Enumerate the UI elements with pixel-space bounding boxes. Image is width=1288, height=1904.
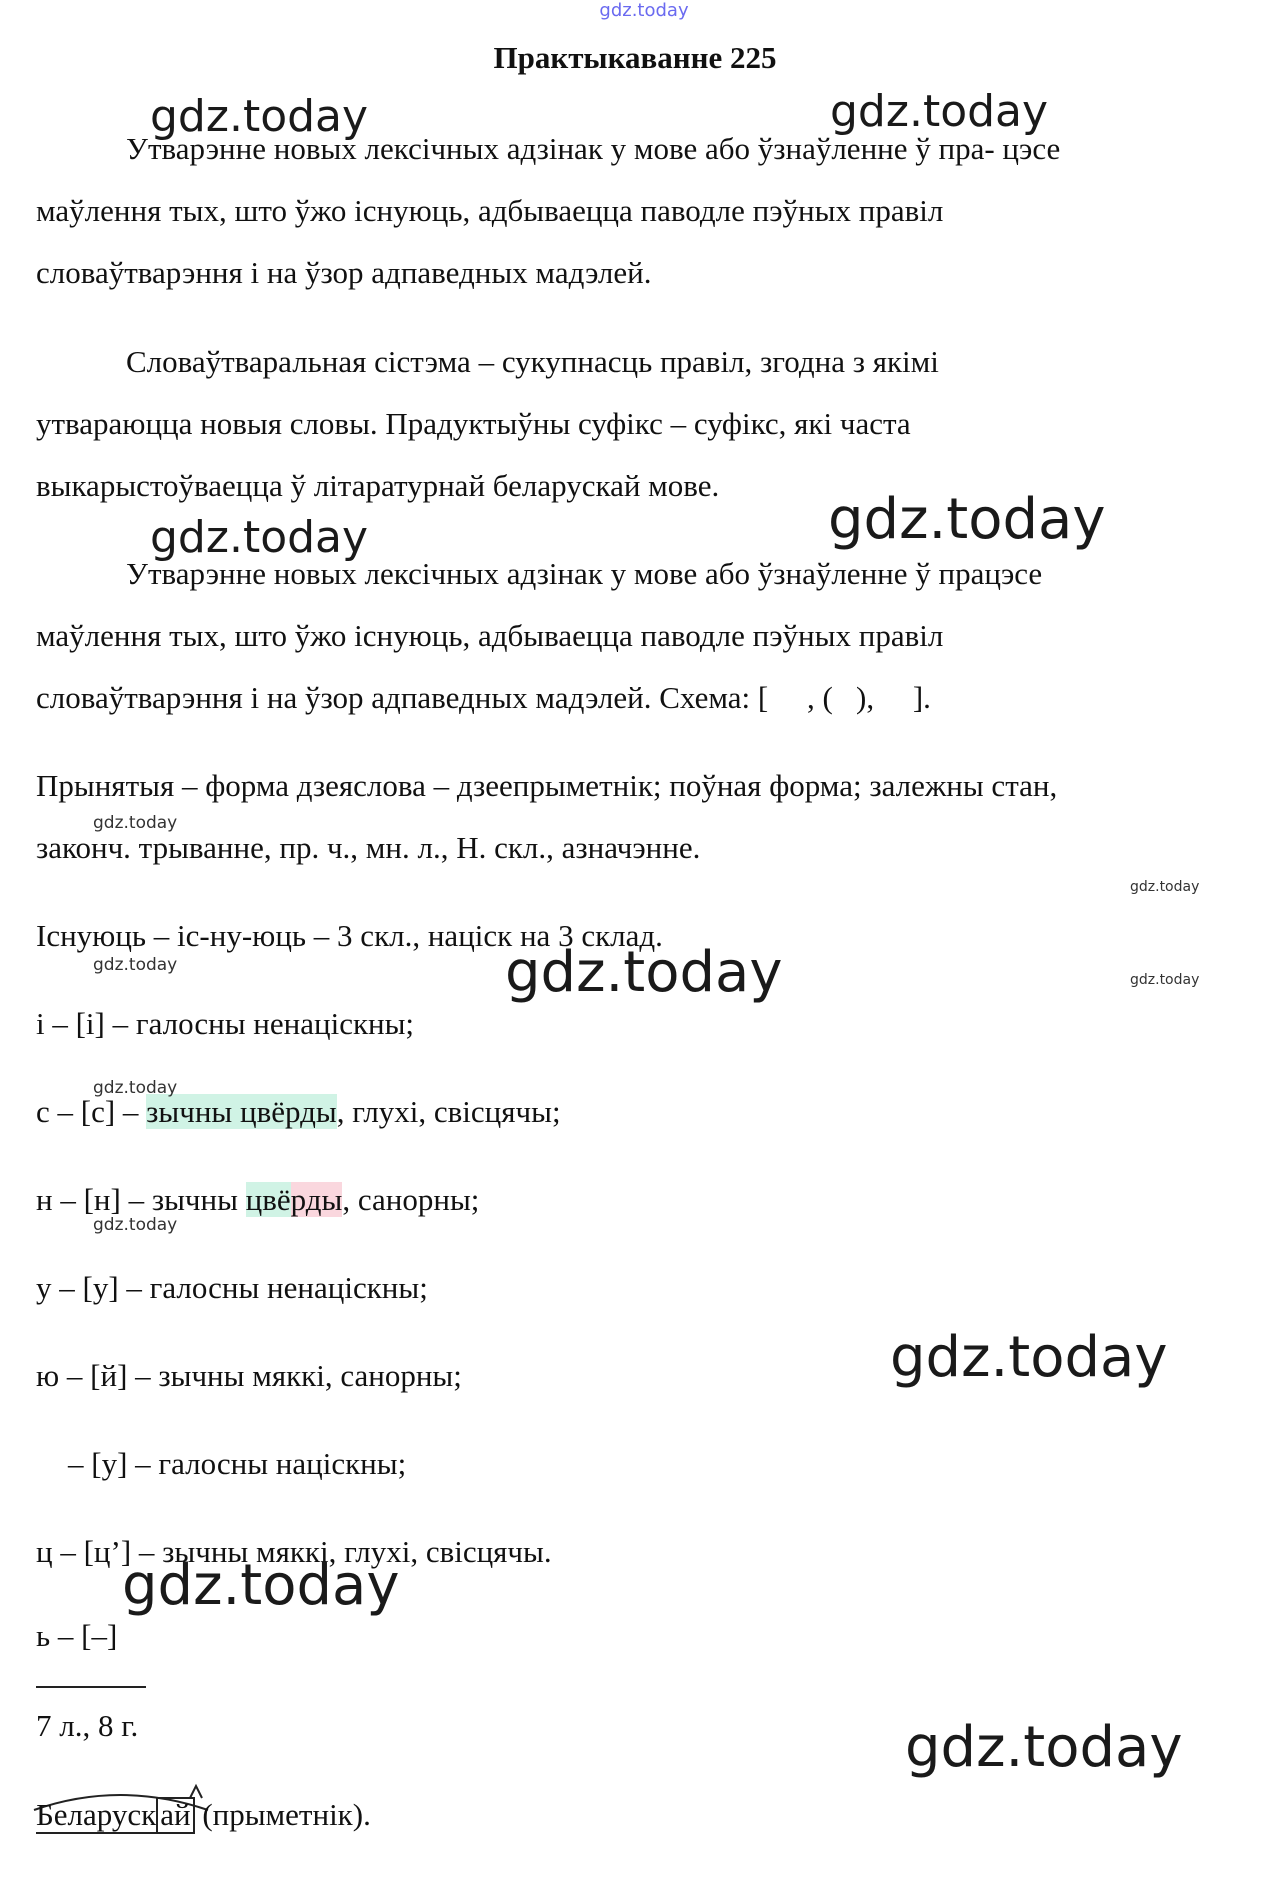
paragraph3-line2: маўлення тых, што ўжо існуюць, адбываецца паводле пэўных правіл bbox=[36, 618, 944, 653]
page-title: Практыкаванне 225 bbox=[493, 40, 777, 75]
watermark: gdz.today bbox=[93, 955, 178, 975]
watermark: gdz.today bbox=[890, 1325, 1168, 1390]
phonetic-ts: ц – [ц’] – зычны мяккі, глухі, свісцячы. bbox=[36, 1534, 552, 1569]
watermark: gdz.today bbox=[93, 1078, 178, 1098]
phonetic-yu2: – [у] – галосны націскны; bbox=[68, 1446, 407, 1481]
paragraph1-line1: Утварэнне новых лексічных адзінак у мове або ўзнаўленне ў пра- цэсе bbox=[126, 131, 1061, 166]
paragraph2-line1: Словаўтваральная сістэма – сукупнасць правіл, згодна з якімі bbox=[126, 344, 939, 379]
watermark: gdz.today bbox=[1130, 972, 1200, 988]
watermark: gdz.today bbox=[1130, 879, 1200, 895]
divider bbox=[36, 1686, 146, 1688]
phonetic-n-pre: н – [н] – зычны bbox=[36, 1182, 246, 1217]
paragraph1-line2: маўлення тых, што ўжо існуюць, адбываецца паводле пэўных правіл bbox=[36, 193, 944, 228]
paragraph3-line1: Утварэнне новых лексічных адзінак у мове або ўзнаўленне ў працэсе bbox=[126, 556, 1043, 591]
morpheme-root: Беларуск bbox=[36, 1797, 157, 1832]
watermark: gdz.today bbox=[93, 813, 178, 833]
phonetic-soft-sign: ь – [–] bbox=[36, 1618, 118, 1653]
phonetic-n-post: , санорны; bbox=[342, 1182, 480, 1217]
phonetics-header: Існуюць – іс-ну-юць – 3 скл., націск на 3 склад. bbox=[36, 918, 663, 953]
phonetic-n-highlight-red: рды bbox=[290, 1182, 343, 1217]
paragraph3-line3-text: словаўтварэння і на ўзор адпаведных мадэлей. Схема: bbox=[36, 680, 751, 715]
phonetic-i: і – [і] – галосны ненаціскны; bbox=[36, 1006, 415, 1041]
watermark: gdz.today bbox=[122, 1553, 400, 1618]
parse-line2: законч. трыванне, пр. ч., мн. л., Н. скл., азначэнне. bbox=[36, 830, 701, 865]
watermark: gdz.today bbox=[828, 487, 1106, 552]
schema: [ , ( ), ]. bbox=[757, 680, 931, 715]
parse-line1: Прынятыя – форма дзеяслова – дзеепрыметнік; поўная форма; залежны стан, bbox=[36, 768, 1058, 803]
watermark: gdz.today bbox=[150, 91, 369, 142]
paragraph3-line3 bbox=[36, 682, 931, 713]
watermark: gdz.today bbox=[830, 86, 1049, 137]
phonetic-s-pre: с – [с] – bbox=[36, 1094, 147, 1129]
count-line: 7 л., 8 г. bbox=[36, 1708, 139, 1743]
morpheme-line bbox=[36, 1797, 371, 1834]
watermark: gdz.today bbox=[150, 512, 369, 563]
watermark: gdz.today bbox=[905, 1715, 1183, 1780]
watermark: gdz.today bbox=[93, 1215, 178, 1235]
watermark-top: gdz.today bbox=[599, 0, 689, 21]
phonetic-u: у – [у] – галосны ненаціскны; bbox=[36, 1270, 428, 1305]
phonetic-n-highlight-green: цвё bbox=[245, 1182, 291, 1217]
phonetic-n bbox=[36, 1184, 479, 1215]
morpheme-note: (прыметнік). bbox=[194, 1797, 371, 1832]
paragraph1-line3: словаўтварэння і на ўзор адпаведных мадэлей. bbox=[36, 255, 652, 290]
phonetic-yu1: ю – [й] – зычны мяккі, санорны; bbox=[36, 1358, 462, 1393]
watermark: gdz.today bbox=[505, 940, 783, 1005]
phonetic-s-post: , глухі, свісцячы; bbox=[336, 1094, 561, 1129]
phonetic-s-highlight: зычны цвёрды bbox=[146, 1094, 337, 1129]
morpheme-ending-box: ай bbox=[156, 1797, 194, 1834]
phonetic-s bbox=[36, 1096, 561, 1127]
paragraph2-line2: утвараюцца новыя словы. Прадуктыўны суфікс – суфікс, які часта bbox=[36, 406, 911, 441]
paragraph2-line3: выкарыстоўваецца ў літаратурнай беларускай мове. bbox=[36, 468, 720, 503]
